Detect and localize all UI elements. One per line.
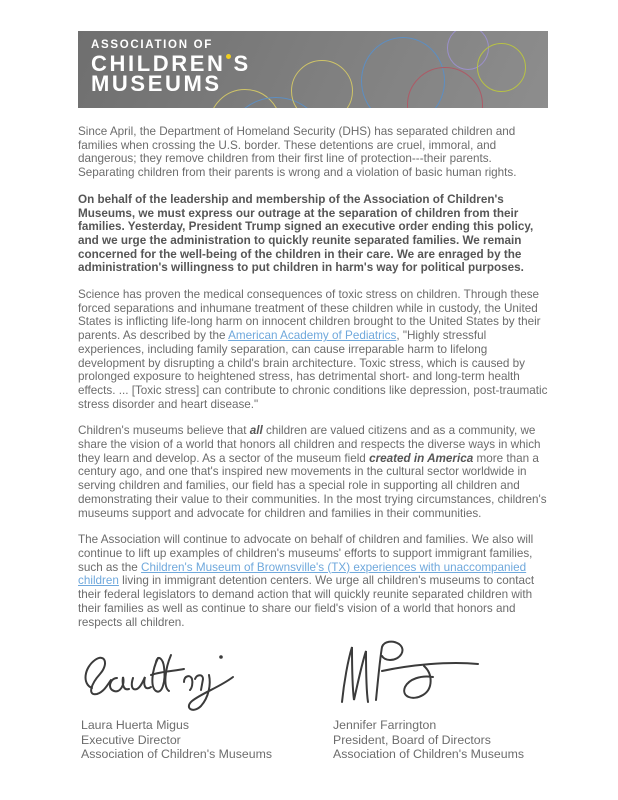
acm-logo-banner bbox=[78, 31, 548, 108]
signer-info bbox=[330, 718, 548, 761]
logo-s-text: S bbox=[233, 51, 251, 76]
logo-association-of: ASSOCIATION OF bbox=[91, 39, 213, 51]
signature-section bbox=[78, 642, 548, 761]
signer-name: Laura Huerta Migus bbox=[81, 718, 189, 733]
signature-jennifer-farrington bbox=[330, 642, 548, 712]
paragraph bbox=[78, 288, 548, 411]
document-content bbox=[78, 31, 548, 761]
paragraph bbox=[78, 193, 548, 275]
paragraph bbox=[78, 424, 548, 520]
paragraph bbox=[78, 125, 548, 180]
logo-museums: MUSEUMS bbox=[91, 70, 222, 96]
signer-info bbox=[78, 718, 330, 761]
inline-link[interactable]: American Academy of Pediatrics bbox=[228, 329, 397, 343]
text-segment: living in immigrant detention centers. We urge all children's museums to contact their federal legislators to demand action that will quickly reunite separated children with their families as well as continue to share our field's vision of a world that honors and respects all children. bbox=[78, 574, 535, 629]
text-segment: all bbox=[249, 424, 263, 438]
text-segment: Since April, the Department of Homeland Security (DHS) has separated children and families when crossing the U.S. border. These detentions are cruel, immoral, and dangerous; they remove children from their first line of protection---their parents. Separating children from their parents is wrong and a violation of basic human rights. bbox=[78, 125, 517, 180]
text-segment: children are valued citizens and as a community, we share the vision of a world that honors all children and respects the diverse ways in which they learn and develop. As a sector of the museum field bbox=[78, 424, 541, 465]
signature-block-left bbox=[78, 642, 330, 761]
text-segment: , "Highly stressful experiences, including family separation, can cause irreparable harm to lifelong development by disrupting a child's brain architecture. Toxic stress, which is caused by prolonged exposure to heightened stress, has detrimental short- and long-term health effects. ... [Toxic stress] can contribute to chronic conditions like depression, post-traumatic stress disorder and heart disease." bbox=[78, 329, 548, 411]
text-segment: The Association will continue to advocate on behalf of children and families. We also will continue to lift up examples of children's museums' efforts to support immigrant families, such as the bbox=[78, 533, 534, 574]
signature-laura-huerta-migus bbox=[78, 642, 330, 712]
logo-children-text: CHILDREN bbox=[91, 51, 226, 76]
text-segment: Children's museums believe that bbox=[78, 424, 250, 438]
paragraph bbox=[78, 533, 548, 629]
decorative-circle-yellow bbox=[291, 60, 353, 108]
decorative-circle-yellow-green bbox=[477, 43, 526, 92]
signer-title: Executive Director bbox=[81, 732, 181, 747]
signer-org: Association of Children's Museums bbox=[333, 747, 524, 762]
signer-title: President, Board of Directors bbox=[333, 732, 491, 747]
text-segment: On behalf of the leadership and membership of the Association of Children's Museums, we must express our outrage at the separation of children from their families. Yesterday, President Trump signed an executive order ending this policy, and we urge the administration to quickly reunite separated families. We remain concerned for the well-being of the children in their care. We are enraged by the administration's willingness to put children in harm's way for political purposes. bbox=[78, 192, 534, 275]
signer-name: Jennifer Farrington bbox=[333, 718, 437, 733]
apostrophe-dot-icon bbox=[226, 54, 231, 59]
inline-link[interactable]: Children's Museum of Brownsville's (TX) experiences with unaccompanied children bbox=[78, 560, 527, 588]
signature-block-right bbox=[330, 642, 548, 761]
acm-logo bbox=[91, 39, 251, 96]
letter-text bbox=[78, 125, 548, 629]
text-segment: created in America bbox=[369, 451, 474, 465]
signer-org: Association of Children's Museums bbox=[81, 747, 272, 762]
text-segment: more than a century ago, and one that's inspired new movements in the cultural sector worldwide in serving children and families, our field has a special role in supporting all children and demonstrating their value to their communities. In the most trying circumstances, children's museums support and advocate for children and families in their communities. bbox=[78, 451, 547, 520]
text-segment: Science has proven the medical consequences of toxic stress on children. Through these forced separations and inhumane treatment of these children while in custody, the United States is inflicting life-long harm on innocent children brought to the United States by their parents. As described by the bbox=[78, 288, 541, 343]
